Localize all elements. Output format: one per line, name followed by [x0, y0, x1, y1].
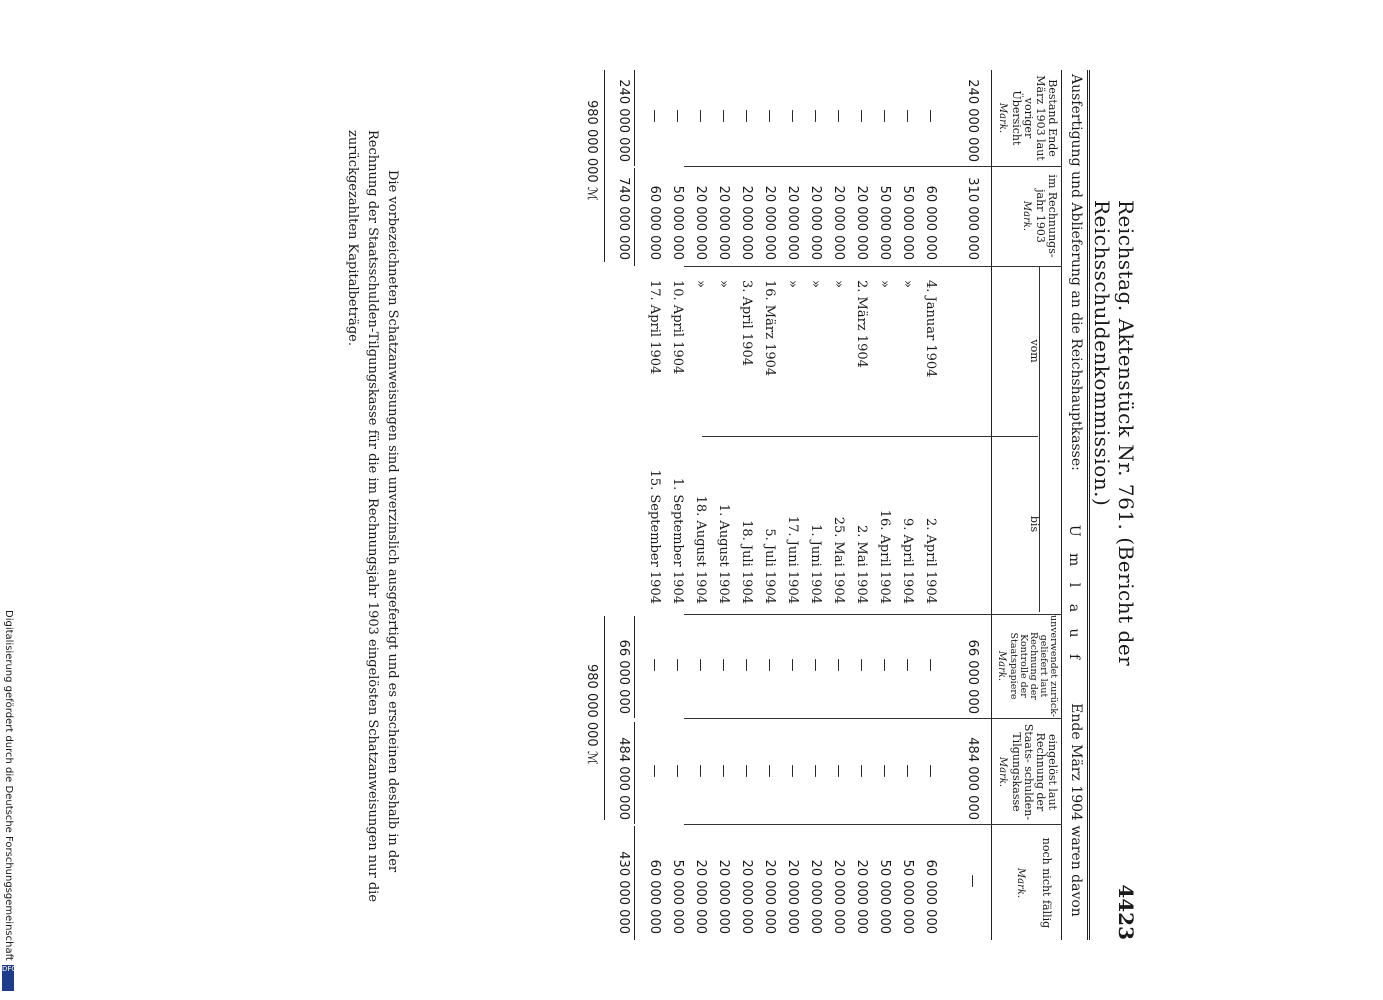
table-row-faellig: 20 000 000	[808, 859, 823, 934]
table-row-unverwendet: —	[762, 658, 777, 672]
table-row-faellig: 20 000 000	[739, 859, 754, 934]
table-row-bestand: —	[923, 109, 938, 123]
table-row-bestand: —	[854, 109, 869, 123]
table-row-vom: 10. April 1904	[670, 280, 685, 375]
table-row-eingeloest: —	[647, 764, 662, 778]
table-row-unverwendet: —	[785, 658, 800, 672]
table-row-bestand: —	[739, 109, 754, 123]
table-row-unverwendet: —	[693, 658, 708, 672]
footnote: Die vorbezeichneten Schatzanweisungen sind unverzinslich ausgefertigt und es erscheinen deshalb in der Rechnung der Staatsschulden-Tilgungskasse für die im Rechnungsjahr 1903 eingelösten Schatzanweisungen nur die zurückgezahlten Kapitalbeträge.	[345, 130, 400, 903]
table-row-unverwendet: —	[808, 658, 823, 672]
table-row-rechnungsjahr: 20 000 000	[716, 185, 731, 260]
table-row-eingeloest: —	[831, 764, 846, 778]
col-faellig: noch nicht fällig Mark.	[1015, 837, 1053, 929]
table-row-eingeloest: —	[762, 764, 777, 778]
table-row-bestand: —	[670, 109, 685, 123]
table-row-faellig: 20 000 000	[716, 859, 731, 934]
first-row-eingeloest: 484 000 000	[965, 737, 980, 820]
header-rule	[1087, 70, 1090, 940]
table-row-vom: 4. Januar 1904	[923, 280, 938, 378]
table-row-vom: 2. März 1904	[854, 280, 869, 368]
table-row-rechnungsjahr: 20 000 000	[831, 185, 846, 260]
table-row-faellig: 50 000 000	[900, 859, 915, 934]
table-row-eingeloest: —	[693, 764, 708, 778]
total-rechnungsjahr: 740 000 000	[616, 177, 631, 260]
table-row-vom: »	[808, 280, 823, 288]
table-row-bis: 9. April 1904	[900, 518, 915, 604]
page-number: 4423	[1114, 884, 1138, 940]
table-row-faellig: 20 000 000	[785, 859, 800, 934]
table-row-bis: 2. Mai 1904	[854, 525, 869, 604]
table-row-eingeloest: —	[808, 764, 823, 778]
table-row-rechnungsjahr: 20 000 000	[693, 185, 708, 260]
table-row-eingeloest: —	[670, 764, 685, 778]
table-row-bis: 18. August 1904	[693, 495, 708, 604]
table-row-rechnungsjahr: 60 000 000	[647, 185, 662, 260]
col-vom: vom	[1028, 339, 1041, 363]
table-row-eingeloest: —	[923, 764, 938, 778]
table-row-rechnungsjahr: 20 000 000	[854, 185, 869, 260]
table-row-faellig: 60 000 000	[647, 859, 662, 934]
table-row-unverwendet: —	[831, 658, 846, 672]
table-row-vom: 17. April 1904	[647, 280, 662, 375]
table-row-faellig: 20 000 000	[693, 859, 708, 934]
table-row-bestand: —	[693, 109, 708, 123]
col-bis: bis	[1028, 515, 1041, 533]
total-faellig: 430 000 000	[616, 851, 631, 934]
table-row-bestand: —	[716, 109, 731, 123]
table-row-eingeloest: —	[854, 764, 869, 778]
table-row-eingeloest: —	[739, 764, 754, 778]
table-row-faellig: 50 000 000	[670, 859, 685, 934]
table-row-vom: »	[831, 280, 846, 288]
table-row-bestand: —	[808, 109, 823, 123]
umlauf-heading: U m l a u f	[1066, 524, 1082, 666]
table-row-eingeloest: —	[716, 764, 731, 778]
table-row-bis: 1. Juni 1904	[808, 524, 823, 604]
table-row-unverwendet: —	[716, 658, 731, 672]
rotated-page	[260, 70, 1140, 940]
table-row-rechnungsjahr: 20 000 000	[808, 185, 823, 260]
column-rule	[991, 70, 992, 940]
table-row-bis: 16. April 1904	[877, 509, 892, 604]
total-unverwendet: 66 000 000	[616, 639, 631, 714]
table-row-rechnungsjahr: 20 000 000	[739, 185, 754, 260]
table-row-eingeloest: —	[900, 764, 915, 778]
table-row-unverwendet: —	[923, 658, 938, 672]
table-row-rechnungsjahr: 20 000 000	[785, 185, 800, 260]
first-row-unverwendet: 66 000 000	[965, 639, 980, 714]
table-row-faellig: 20 000 000	[831, 859, 846, 934]
table-row-unverwendet: —	[739, 658, 754, 672]
header-title: Reichstag. Aktenstück Nr. 761. (Bericht der Reichsschuldenkommission.)	[1090, 200, 1138, 667]
table-row-bis: 15. September 1904	[647, 469, 662, 604]
col-eingeloest: eingelöst laut Rechnung der Staats- schulden- Tilgungskasse Mark.	[997, 723, 1059, 821]
table-row-bestand: —	[762, 109, 777, 123]
table-row-faellig: 50 000 000	[877, 859, 892, 934]
table-row-rechnungsjahr: 50 000 000	[900, 185, 915, 260]
first-row-rechnungsjahr: 310 000 000	[965, 177, 980, 260]
table-row-bestand: —	[831, 109, 846, 123]
table-row-rechnungsjahr: 50 000 000	[670, 185, 685, 260]
table-row-eingeloest: —	[785, 764, 800, 778]
table-caption: Ausfertigung und Ablieferung an die Reichshauptkasse:	[1068, 74, 1084, 471]
grand-total-left: 980 000 000 ℳ	[584, 100, 599, 201]
page-header	[1090, 70, 1140, 940]
table-row-unverwendet: —	[647, 658, 662, 672]
col-unverwendet: unverwendet zurück- geliefert laut Rechnung der Kontrolle der Staatspapiere Mark.	[996, 614, 1059, 718]
table-row-vom: 3. April 1904	[739, 280, 754, 366]
table-row-vom: »	[785, 280, 800, 288]
table-row-bestand: —	[877, 109, 892, 123]
table-row-faellig: 60 000 000	[923, 859, 938, 934]
table-row-vom: »	[716, 280, 731, 288]
total-bestand: 240 000 000	[616, 79, 631, 162]
col-rechnungsjahr: im Rechnungs- jahr 1903 Mark.	[1021, 174, 1059, 258]
table-row-bestand: —	[900, 109, 915, 123]
total-eingeloest: 484 000 000	[616, 737, 631, 820]
grand-total-right: 980 000 000 ℳ	[584, 664, 599, 765]
table-row-faellig: 20 000 000	[854, 859, 869, 934]
table-row-vom: »	[900, 280, 915, 288]
table-row-rechnungsjahr: 20 000 000	[762, 185, 777, 260]
col-bestand: Bestand Ende März 1903 laut voriger Übersicht Mark.	[997, 75, 1059, 161]
table-row-bis: 5. Juli 1904	[762, 528, 777, 604]
dfg-logo: DFG	[2, 965, 14, 991]
table-row-rechnungsjahr: 60 000 000	[923, 185, 938, 260]
table-row-vom: 16. März 1904	[762, 280, 777, 377]
table-row-bis: 1. August 1904	[716, 503, 731, 604]
table-row-bestand: —	[647, 109, 662, 123]
first-row-bestand: 240 000 000	[965, 79, 980, 162]
table-row-unverwendet: —	[854, 658, 869, 672]
table-row-eingeloest: —	[877, 764, 892, 778]
table-row-bis: 1. September 1904	[670, 477, 685, 604]
table-row-bis: 25. Mai 1904	[831, 516, 846, 604]
table-row-bis: 18. Juli 1904	[739, 520, 754, 604]
table-row-vom: »	[877, 280, 892, 288]
ende-heading: Ende März 1904 waren davon	[1068, 703, 1084, 917]
table-row-vom: »	[693, 280, 708, 288]
table-row-bis: 17. Juni 1904	[785, 515, 800, 604]
digitization-note: Digitalisierung gefördert durch die Deutsche Forschungsgemeinschaft	[3, 610, 14, 961]
table-row-unverwendet: —	[900, 658, 915, 672]
table-row-faellig: 20 000 000	[762, 859, 777, 934]
first-row-faellig: —	[965, 874, 980, 888]
table-row-bis: 2. April 1904	[923, 518, 938, 604]
heading-rule	[1061, 70, 1062, 940]
table-row-unverwendet: —	[670, 658, 685, 672]
table-row-bestand: —	[785, 109, 800, 123]
table-row-unverwendet: —	[877, 658, 892, 672]
table-row-rechnungsjahr: 50 000 000	[877, 185, 892, 260]
